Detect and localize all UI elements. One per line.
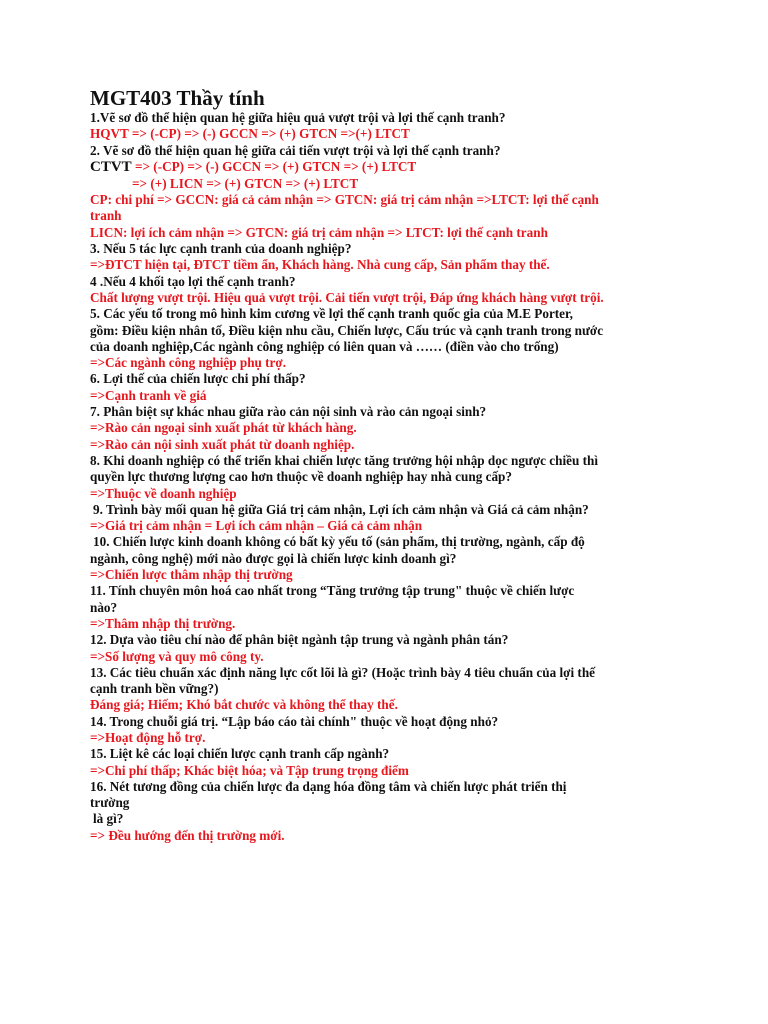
answer-12: =>Số lượng và quy mô công ty. (90, 648, 264, 664)
answer-15: =>Chi phí thấp; Khác biệt hóa; và Tập trung trọng điểm (90, 762, 409, 778)
answer-2 (90, 159, 690, 176)
question-4: 4 .Nếu 4 khối tạo lợi thế cạnh tranh? (90, 273, 296, 289)
answer-4: Chất lượng vượt trội. Hiệu quả vượt trội. Cải tiến vượt trội, Đáp ứng khách hàng vượt trội. (90, 289, 604, 305)
definition-1-cont: tranh (90, 208, 122, 224)
answer-16: => Đều hướng đến thị trường mới. (90, 827, 285, 843)
question-10-cont: ngành, công nghệ) mới nào được gọi là chiến lược kinh doanh gì? (90, 550, 457, 566)
question-8-cont: quyền lực thương lượng cao hơn thuộc về doanh nghiệp hay nhà cung cấp? (90, 469, 512, 485)
question-6: 6. Lợi thế của chiến lược chi phí thấp? (90, 371, 306, 387)
answer-3: =>ĐTCT hiện tại, ĐTCT tiềm ẩn, Khách hàng. Nhà cung cấp, Sản phẩm thay thế. (90, 257, 550, 273)
answer-2-line-2: => (+) LICN => (+) GTCN => (+) LTCT (132, 175, 359, 191)
question-3: 3. Nếu 5 tác lực cạnh tranh của doanh nghiệp? (90, 241, 352, 257)
answer-8: =>Thuộc về doanh nghiệp (90, 485, 237, 501)
answer-5: =>Các ngành công nghiệp phụ trợ. (90, 355, 287, 371)
question-14: 14. Trong chuỗi giá trị. “Lập báo cáo tài chính" thuộc về hoạt động nhỏ? (90, 713, 499, 729)
question-16: 16. Nét tương đồng của chiến lược đa dạng hóa đồng tâm và chiến lược phát triển thị (90, 778, 567, 794)
answer-14: =>Hoạt động hỗ trợ. (90, 729, 206, 745)
question-13: 13. Các tiêu chuẩn xác định năng lực cốt lõi là gì? (Hoặc trình bày 4 tiêu chuẩn của lợi thế (90, 664, 596, 680)
answer-7-cont: =>Rào cản nội sinh xuất phát từ doanh nghiệp. (90, 436, 355, 452)
question-8: 8. Khi doanh nghiệp có thể triển khai chiến lược tăng trưởng hội nhập dọc ngược chiều thì (90, 452, 599, 468)
question-5: 5. Các yếu tố trong mô hình kim cương về lợi thế cạnh tranh quốc gia của M.E Porter, (90, 306, 573, 322)
question-13-cont: cạnh tranh bền vững?) (90, 681, 219, 697)
question-10: 10. Chiến lược kinh doanh không có bất kỳ yếu tố (sản phẩm, thị trường, ngành, cấp độ (93, 534, 585, 550)
answer-2-chain: => (-CP) => (-) GCCN => (+) GTCN => (+) LTCT (131, 158, 417, 174)
answer-2-prefix: CTVT (90, 158, 132, 175)
document-body (90, 110, 690, 844)
question-7: 7. Phân biệt sự khác nhau giữa rào cản nội sinh và rào cản ngoại sinh? (90, 404, 487, 420)
question-5-cont: của doanh nghiệp,Các ngành công nghiệp có liên quan và …… (điền vào cho trống) (90, 338, 559, 354)
question-9: 9. Trình bày mối quan hệ giữa Giá trị cảm nhận, Lợi ích cảm nhận và Giá cả cảm nhận? (93, 501, 589, 517)
question-16-cont: là gì? (93, 811, 124, 827)
answer-9: =>Giá trị cảm nhận = Lợi ích cảm nhận – Giá cả cảm nhận (90, 518, 423, 534)
question-5-cont: gồm: Điều kiện nhân tố, Điều kiện nhu cầu, Chiến lược, Cấu trúc và cạnh tranh trong nước (90, 322, 604, 338)
answer-7: =>Rào cản ngoại sinh xuất phát từ khách hàng. (90, 420, 357, 436)
question-16-cont: trường (90, 795, 130, 811)
answer-13: Đáng giá; Hiếm; Khó bắt chước và không thể thay thế. (90, 697, 398, 713)
definition-1: CP: chi phí => GCCN: giá cả cảm nhận => GTCN: giá trị cảm nhận =>LTCT: lợi thế cạnh (90, 192, 599, 208)
document-title: MGT403 Thầy tính (90, 86, 265, 110)
question-11: 11. Tính chuyên môn hoá cao nhất trong “Tăng trưởng tập trung" thuộc về chiến lược (90, 583, 575, 599)
question-12: 12. Dựa vào tiêu chí nào để phân biệt ngành tập trung và ngành phân tán? (90, 632, 509, 648)
answer-6: =>Cạnh tranh về giá (90, 387, 207, 403)
answer-11: =>Thâm nhập thị trường. (90, 615, 236, 631)
question-11-cont: nào? (90, 599, 118, 615)
definition-2: LICN: lợi ích cảm nhận => GTCN: giá trị cảm nhận => LTCT: lợi thế cạnh tranh (90, 224, 548, 240)
answer-1: HQVT => (-CP) => (-) GCCN => (+) GTCN =>(+) LTCT (90, 126, 410, 142)
question-2: 2. Vẽ sơ đồ thể hiện quan hệ giữa cải tiến vượt trội và lợi thế cạnh tranh? (90, 142, 501, 158)
answer-10: =>Chiến lược thâm nhập thị trường (90, 567, 293, 583)
question-1: 1.Vẽ sơ đồ thể hiện quan hệ giữa hiệu quả vượt trội và lợi thế cạnh tranh? (90, 110, 506, 125)
question-15: 15. Liệt kê các loại chiến lược cạnh tranh cấp ngành? (90, 746, 390, 762)
